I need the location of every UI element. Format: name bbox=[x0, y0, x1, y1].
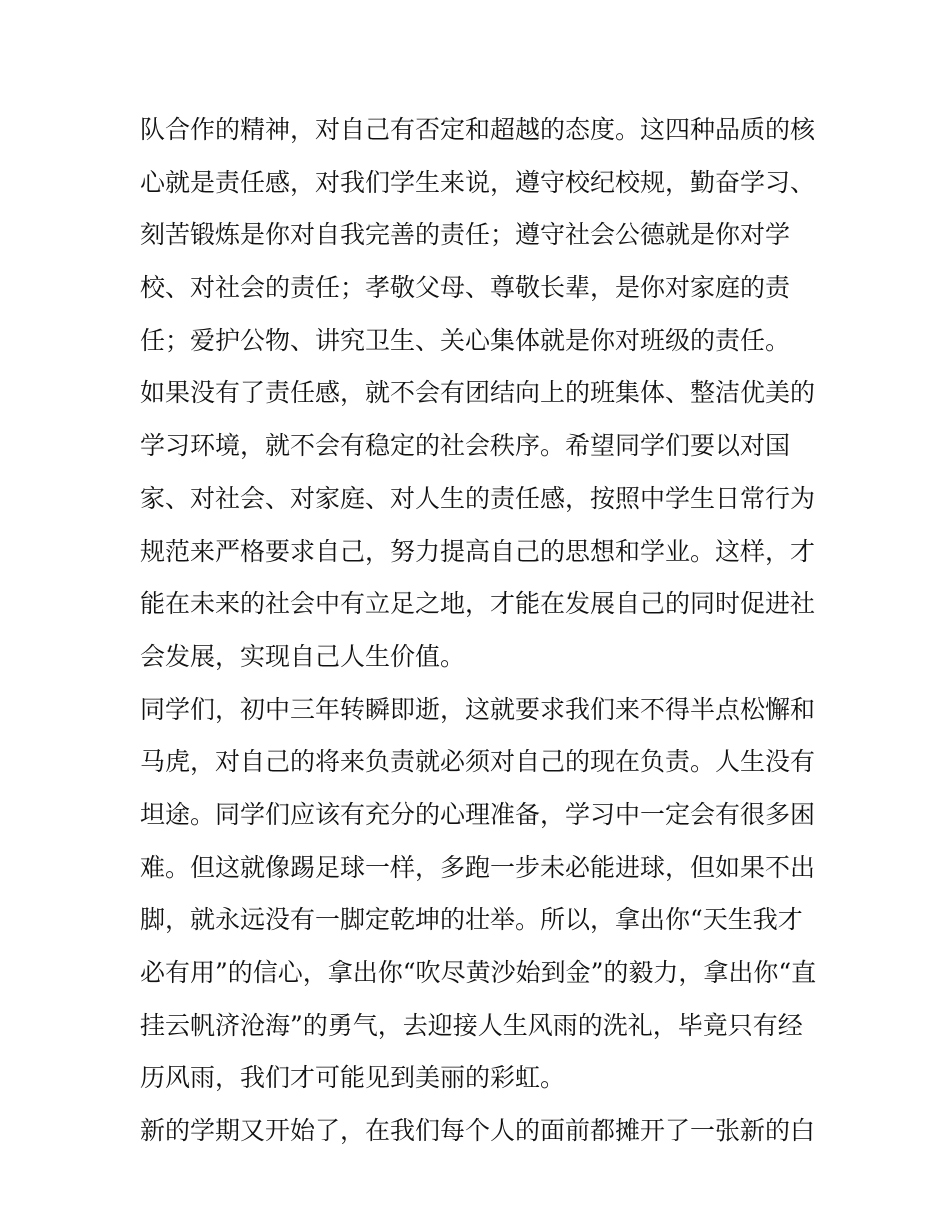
text-line-16: 脚，就永远没有一脚定乾坤的壮举。所以，拿出你“天生我才 bbox=[140, 905, 803, 935]
text-line-5: 任；爱护公物、讲究卫生、关心集体就是你对班级的责任。 bbox=[140, 325, 791, 355]
text-line-7: 学习环境，就不会有稳定的社会秩序。希望同学们要以对国 bbox=[140, 431, 791, 461]
text-line-6: 如果没有了责任感，就不会有团结向上的班集体、整洁优美的 bbox=[140, 378, 816, 408]
document-body bbox=[140, 104, 820, 1158]
text-line-3: 刻苦锻炼是你对自我完善的责任；遵守社会公德就是你对学 bbox=[140, 220, 791, 250]
text-line-13: 马虎，对自己的将来负责就必须对自己的现在负责。人生没有 bbox=[140, 747, 816, 777]
text-line-12: 同学们，初中三年转瞬即逝，这就要求我们来不得半点松懈和 bbox=[140, 694, 816, 724]
text-line-8: 家、对社会、对家庭、对人生的责任感，按照中学生日常行为 bbox=[140, 483, 816, 513]
text-line-15: 难。但这就像踢足球一样，多跑一步未必能进球，但如果不出 bbox=[140, 852, 816, 882]
text-line-17: 必有用”的信心，拿出你“吹尽黄沙始到金”的毅力，拿出你“直 bbox=[140, 958, 817, 987]
text-line-19: 历风雨，我们才可能见到美丽的彩虹。 bbox=[140, 1063, 566, 1093]
text-line-10: 能在未来的社会中有立足之地，才能在发展自己的同时促进社 bbox=[140, 589, 816, 619]
text-line-4: 校、对社会的责任；孝敬父母、尊敬长辈，是你对家庭的责 bbox=[140, 273, 791, 303]
text-line-2: 心就是责任感，对我们学生来说，遵守校纪校规，勤奋学习、 bbox=[140, 167, 816, 197]
text-line-1: 队合作的精神，对自己有否定和超越的态度。这四种品质的核 bbox=[140, 115, 816, 144]
text-line-9: 规范来严格要求自己，努力提高自己的思想和学业。这样，才 bbox=[140, 536, 816, 566]
text-line-18: 挂云帆济沧海”的勇气，去迎接人生风雨的洗礼，毕竟只有经 bbox=[140, 1010, 803, 1040]
text-line-20: 新的学期又开始了，在我们每个人的面前都摊开了一张新的白 bbox=[140, 1116, 816, 1146]
text-line-11: 会发展，实现自己人生价值。 bbox=[140, 641, 466, 671]
text-line-14: 坦途。同学们应该有充分的心理准备，学习中一定会有很多困 bbox=[140, 799, 816, 829]
